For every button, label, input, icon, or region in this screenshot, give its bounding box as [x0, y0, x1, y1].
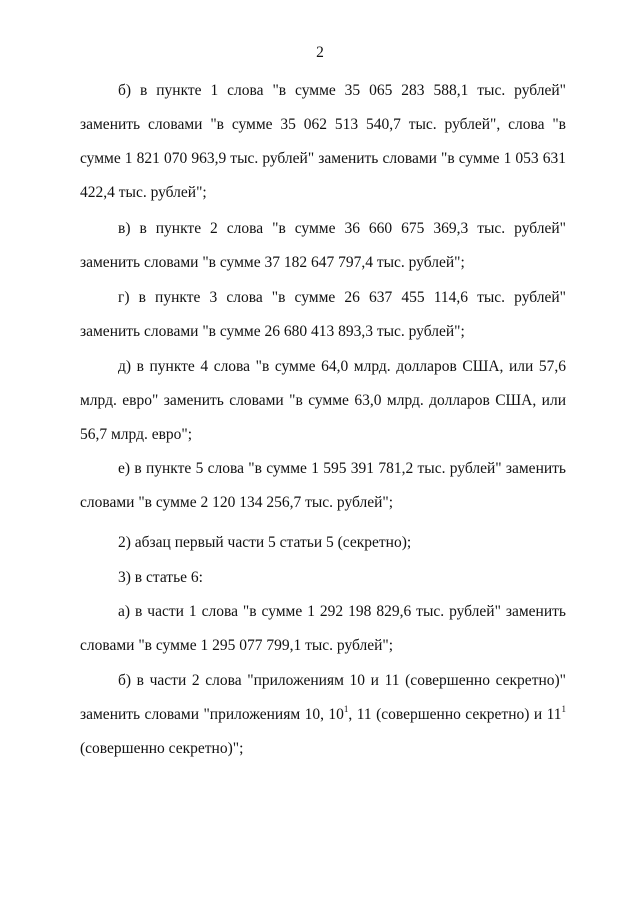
- paragraph-item-2: 2) абзац первый части 5 статьи 5 (секретно);: [118, 534, 412, 551]
- page-number: 2: [316, 44, 324, 61]
- paragraph-d-point-4: д) в пункте 4 слова "в сумме 64,0 млрд. долларов США, или 57,6 млрд. евро" заменить словами "в сумме 63,0 млрд. долларов США, или 56,7 млрд. евро";: [80, 358, 566, 443]
- paragraph-v-point-2: в) в пункте 2 слова "в сумме 36 660 675 369,3 тыс. рублей" заменить словами "в сумме 37 182 647 797,4 тыс. рублей";: [80, 220, 566, 271]
- paragraph-g-point-3: г) в пункте 3 слова "в сумме 26 637 455 114,6 тыс. рублей" заменить словами "в сумме 26 680 413 893,3 тыс. рублей";: [80, 289, 566, 340]
- superscript: 1: [561, 703, 566, 714]
- paragraph-item-3: 3) в статье 6:: [118, 569, 203, 586]
- paragraph-b-point-1: б) в пункте 1 слова "в сумме 35 065 283 588,1 тыс. рублей" заменить словами "в сумме 35 062 513 540,7 тыс. рублей", слова "в сумме 1 821 070 963,9 тыс. рублей" заменить словами "в сумме 1 053 631 422,4 тыс. рублей";: [80, 82, 566, 201]
- superscript: 1: [343, 703, 349, 714]
- paragraph-b-part-2: [80, 664, 566, 766]
- paragraph-text: б) в части 2 слова "приложениям 10 и 11 (совершенно секретно)" заменить словами "приложениям 10, 10: [80, 672, 566, 723]
- paragraph-text: (совершенно секретно)";: [80, 740, 244, 757]
- paragraph-e-point-5: е) в пункте 5 слова "в сумме 1 595 391 781,2 тыс. рублей" заменить словами "в сумме 2 120 134 256,7 тыс. рублей";: [80, 460, 566, 511]
- paragraph-text: , 11 (совершенно секретно) и 11: [348, 706, 562, 723]
- paragraph-a-part-1: а) в части 1 слова "в сумме 1 292 198 829,6 тыс. рублей" заменить словами "в сумме 1 295 077 799,1 тыс. рублей";: [80, 603, 566, 654]
